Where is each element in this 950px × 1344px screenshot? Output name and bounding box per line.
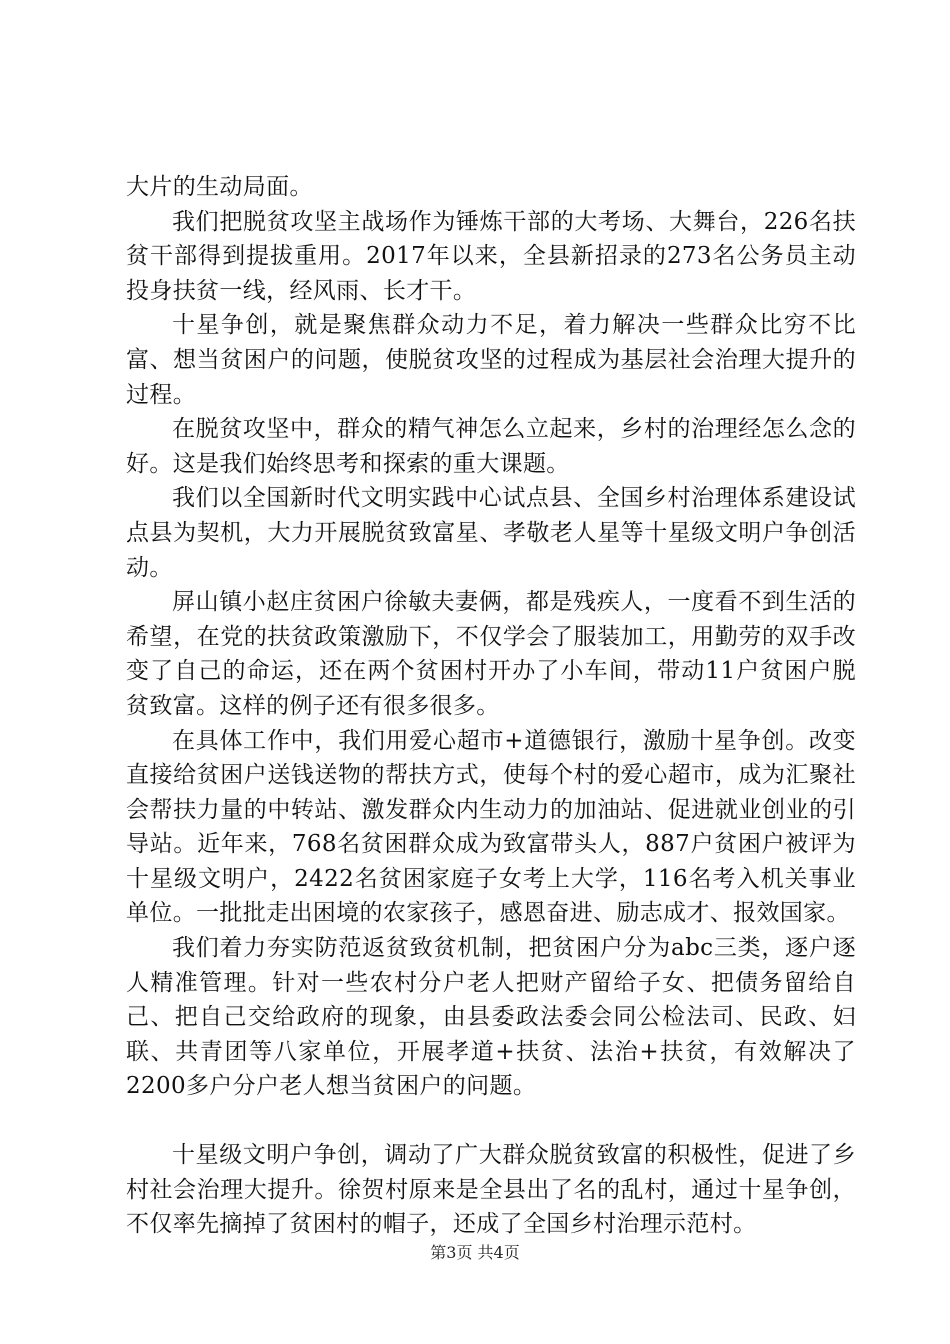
page-number-footer: 第3页 共4页	[430, 1243, 520, 1262]
paragraph-spirit-question: 在脱贫攻坚中，群众的精气神怎么立起来，乡村的治理经怎么念的好。这是我们始终思考和探索的重大课题。	[126, 416, 856, 477]
paragraph-xu-min-story: 屏山镇小赵庄贫困户徐敏夫妻俩，都是残疾人，一度看不到生活的希望，在党的扶贫政策激励下，不仅学会了服装加工，用勤劳的双手改变了自己的命运，还在两个贫困村开办了小车间，带动11户贫困户脱贫致富。这样的例子还有很多很多。	[126, 589, 856, 719]
document-body	[126, 170, 856, 1242]
paragraph-anti-poverty-return: 我们着力夯实防范返贫致贫机制，把贫困户分为abc三类，逐户逐人精准管理。针对一些农村分户老人把财产留给子女、把债务留给自己、把自己交给政府的现象，由县委政法委会同公检法司、民政、妇联、共青团等八家单位，开展孝道+扶贫、法治+扶贫，有效解决了2200多户分户老人想当贫困户的问题。	[126, 935, 856, 1100]
paragraph-ten-star-purpose: 十星争创，就是聚焦群众动力不足，着力解决一些群众比穷不比富、想当贫困户的问题，使脱贫攻坚的过程成为基层社会治理大提升的过程。	[126, 312, 856, 408]
paragraph-continuation: 大片的生动局面。	[126, 174, 313, 200]
paragraph-pilot-county: 我们以全国新时代文明实践中心试点县、全国乡村治理体系建设试点县为契机，大力开展脱贫致富星、孝敬老人星等十星级文明户争创活动。	[126, 485, 856, 581]
paragraph-cadre-promotion: 我们把脱贫攻坚主战场作为锤炼干部的大考场、大舞台，226名扶贫干部得到提拔重用。2017年以来，全县新招录的273名公务员主动投身扶贫一线，经风雨、长才干。	[126, 208, 856, 304]
paragraph-love-supermarket: 在具体工作中，我们用爱心超市+道德银行，激励十星争创。改变直接给贫困户送钱送物的帮扶方式，使每个村的爱心超市，成为汇聚社会帮扶力量的中转站、激发群众内生动力的加油站、促进就业创业的引导站。近年来，768名贫困群众成为致富带头人，887户贫困户被评为十星级文明户，2422名贫困家庭子女考上大学，116名考入机关事业单位。一批批走出困境的农家孩子，感恩奋进、励志成才、报效国家。	[126, 727, 856, 927]
paragraph-governance-result: 十星级文明户争创，调动了广大群众脱贫致富的积极性，促进了乡村社会治理大提升。徐贺村原来是全县出了名的乱村，通过十星争创，不仅率先摘掉了贫困村的帽子，还成了全国乡村治理示范村。	[126, 1142, 856, 1238]
